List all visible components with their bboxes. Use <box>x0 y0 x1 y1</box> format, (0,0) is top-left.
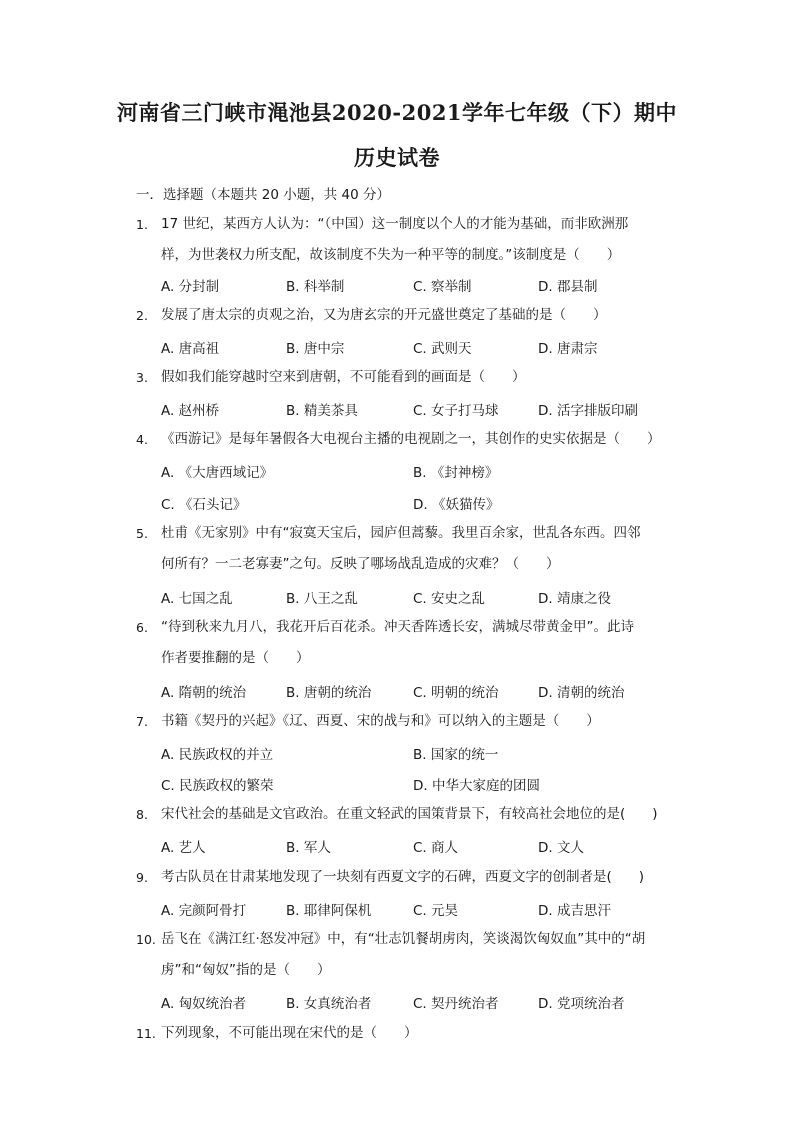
option-a: A. 完颜阿骨打 <box>161 903 247 919</box>
option-b: B. 国家的统一 <box>413 747 499 763</box>
option-b: B. 女真统治者 <box>286 996 372 1012</box>
question-number: 1. <box>136 217 148 232</box>
option-a: A. 《大唐西域记》 <box>161 465 274 481</box>
option-a: A. 唐高祖 <box>161 341 220 357</box>
option-d: D. 党项统治者 <box>538 996 625 1012</box>
option-c: C. 安史之乱 <box>413 591 486 607</box>
question-text-line: “待到秋来九月八，我花开后百花杀。冲天香阵透长安，满城尽带黄金甲”。此诗 <box>161 619 634 635</box>
question-number: 10. <box>136 932 156 947</box>
option-c: C. 明朝的统治 <box>413 685 499 701</box>
question-5 <box>136 518 676 580</box>
question-9 <box>136 862 676 893</box>
question-text-line: 虏”和“匈奴”指的是（ ） <box>161 962 331 978</box>
option-b: B. 唐朝的统治 <box>286 685 372 701</box>
question-number: 9. <box>136 870 148 885</box>
option-b: B. 精美茶具 <box>286 403 358 419</box>
option-d: D. 活字排版印刷 <box>538 403 638 419</box>
question-4 <box>136 424 676 455</box>
question-text-line: 考古队员在甘肃某地发现了一块刻有西夏文字的石碑，西夏文字的创制者是( ) <box>161 869 645 885</box>
option-c: C. 商人 <box>413 840 459 856</box>
option-c: C. 察举制 <box>413 279 472 295</box>
section-heading: 一．选择题（本题共 20 小题，共 40 分） <box>136 187 391 203</box>
question-text-line: 宋代社会的基础是文官政治。在重文轻武的国策背景下，有较高社会地位的是( ) <box>161 806 658 822</box>
question-3 <box>136 362 676 393</box>
question-text-line: 岳飞在《满江红·怒发冲冠》中，有“壮志饥餐胡虏肉，笑谈渴饮匈奴血”其中的“胡 <box>161 931 646 947</box>
question-7 <box>136 706 676 737</box>
option-a: A. 赵州桥 <box>161 403 220 419</box>
question-1 <box>136 209 676 271</box>
option-a: A. 民族政权的并立 <box>161 747 274 763</box>
page-title-line2: 历史试卷 <box>354 145 440 170</box>
question-number: 4. <box>136 432 148 447</box>
question-number: 6. <box>136 620 148 635</box>
question-11 <box>136 1018 676 1049</box>
option-a: A. 分封制 <box>161 279 220 295</box>
option-d: D. 中华大家庭的团圆 <box>413 778 540 794</box>
question-number: 11. <box>136 1026 156 1041</box>
option-c: C. 民族政权的繁荣 <box>161 778 274 794</box>
question-text-line: 假如我们能穿越时空来到唐朝，不可能看到的画面是（ ） <box>161 369 526 385</box>
option-d: D. 文人 <box>538 840 584 856</box>
option-b: B. 军人 <box>286 840 331 856</box>
option-b: B. 《封神榜》 <box>413 465 499 481</box>
question-text-line: 杜甫《无家别》中有“寂寞天宝后，园庐但蒿藜。我里百余家，世乱各东西。四邻 <box>161 525 641 541</box>
option-d: D. 清朝的统治 <box>538 685 625 701</box>
option-a: A. 隋朝的统治 <box>161 685 247 701</box>
option-d: D. 郡县制 <box>538 279 598 295</box>
option-d: D. 靖康之役 <box>538 591 611 607</box>
option-b: B. 耶律阿保机 <box>286 903 372 919</box>
option-c: C. 契丹统治者 <box>413 996 499 1012</box>
option-d: D. 成吉思汗 <box>538 903 611 919</box>
option-c: C. 女子打马球 <box>413 403 499 419</box>
question-text-line: 书籍《契丹的兴起》《辽、西夏、宋的战与和》可以纳入的主题是（ ） <box>161 713 600 729</box>
question-10 <box>136 924 676 986</box>
question-text-line: 发展了唐太宗的贞观之治，又为唐玄宗的开元盛世奠定了基础的是（ ） <box>161 307 607 323</box>
question-number: 7. <box>136 714 148 729</box>
question-8 <box>136 799 676 830</box>
option-a: A. 艺人 <box>161 840 206 856</box>
question-2 <box>136 300 676 331</box>
option-a: A. 七国之乱 <box>161 591 233 607</box>
option-c: C. 《石头记》 <box>161 497 247 513</box>
page-title-line1: 河南省三门峡市渑池县2020-2021学年七年级（下）期中 <box>116 100 678 125</box>
option-b: B. 唐中宗 <box>286 341 345 357</box>
question-6 <box>136 612 676 674</box>
option-c: C. 武则天 <box>413 341 472 357</box>
question-text-line: 下列现象，不可能出现在宋代的是（ ） <box>161 1025 418 1041</box>
question-text-line: 何所有？一二老寡妻”之句。反映了哪场战乱造成的灾难？（ ） <box>161 556 560 572</box>
option-b: B. 科举制 <box>286 279 345 295</box>
option-b: B. 八王之乱 <box>286 591 358 607</box>
question-number: 2. <box>136 308 148 323</box>
question-text-line: 17 世纪，某西方人认为：“（中国）这一制度以个人的才能为基础，而非欧洲那 <box>161 216 629 232</box>
option-c: C. 元昊 <box>413 903 459 919</box>
question-text-line: 样，为世袭权力所支配，故该制度不失为一种平等的制度。”该制度是（ ） <box>161 247 621 263</box>
option-d: D. 《妖猫传》 <box>413 497 500 513</box>
question-number: 5. <box>136 526 148 541</box>
question-number: 8. <box>136 807 148 822</box>
question-number: 3. <box>136 370 148 385</box>
option-d: D. 唐肃宗 <box>538 341 598 357</box>
question-text-line: 《西游记》是每年暑假各大电视台主播的电视剧之一，其创作的史实依据是（ ） <box>161 431 661 447</box>
option-a: A. 匈奴统治者 <box>161 996 247 1012</box>
question-text-line: 作者要推翻的是（ ） <box>161 650 310 666</box>
